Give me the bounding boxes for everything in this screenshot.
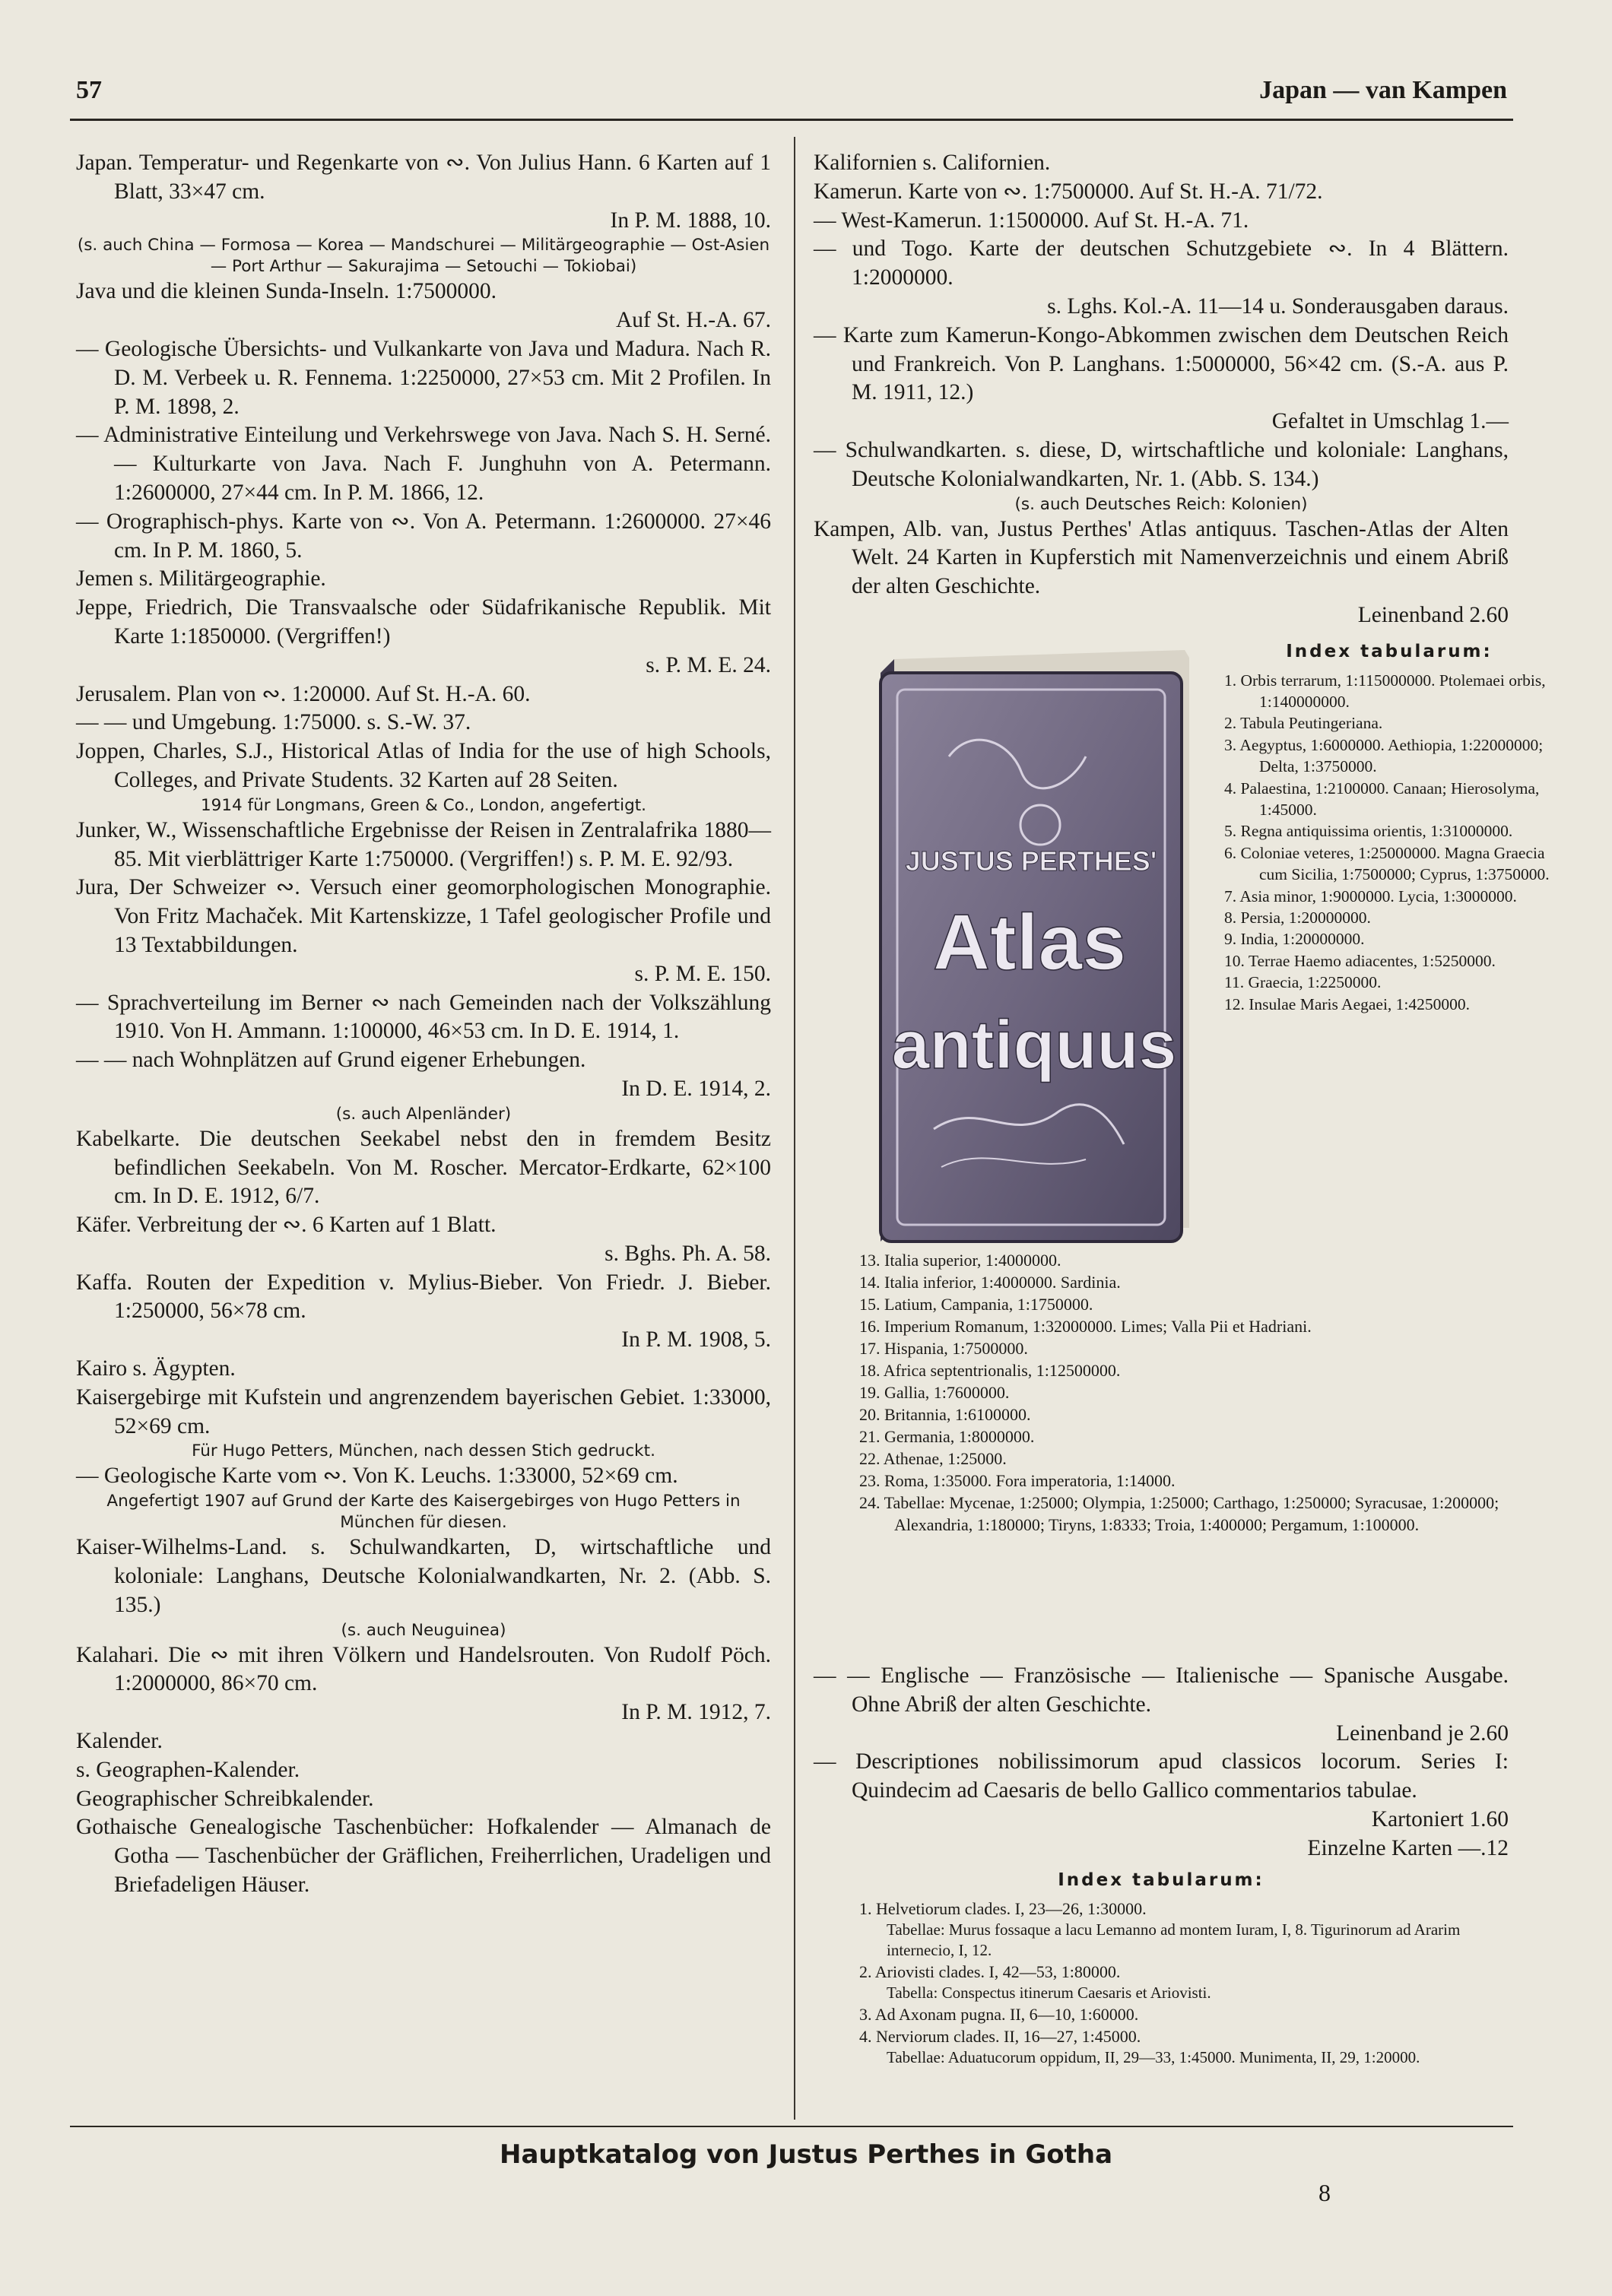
- cover-title-antiquus: antiquus: [891, 1007, 1177, 1083]
- catalog-entry: Joppen, Charles, S.J., Historical Atlas of India for the use of high Schools, Colleges, and Private Students. 32 Karten auf 28 Seiten.: [76, 739, 771, 792]
- catalog-entry: Kaisergebirge mit Kufstein und angrenzendem bayerischen Gebiet. 1:33000, 52×69 cm.: [76, 1384, 771, 1438]
- cross-reference-note: (s. auch China — Formosa — Korea — Mandschurei — Militärgeographie — Ost-Asien — Port Arthur — Sakurajima — Setouchi — Tokiobai): [77, 236, 770, 277]
- catalog-entry: Japan. Temperatur- und Regenkarte von ∾. Von Julius Hann. 6 Karten auf 1 Blatt, 33×47 cm.: [76, 151, 771, 204]
- atlas-figure: [814, 635, 1550, 1249]
- index2-subitem: Tabellae: Aduatucorum oppidum, II, 29—33, 1:45000. Munimenta, II, 29, 1:20000.: [887, 2048, 1420, 2067]
- index-item: 2. Tabula Peutingeriana.: [1224, 714, 1383, 733]
- index-item: 13. Italia superior, 1:4000000.: [859, 1250, 1061, 1270]
- index-item: 4. Palaestina, 1:2100000. Canaan; Hierosolyma, 1:45000.: [1224, 779, 1540, 819]
- catalog-entry: Kaffa. Routen der Expedition v. Mylius-Bieber. Von Friedr. J. Bieber. 1:250000, 56×78 cm.: [76, 1270, 771, 1324]
- source-reference: Auf St. H.-A. 67.: [615, 308, 771, 333]
- cross-reference-note: Für Hugo Petters, München, nach dessen Stich gedruckt.: [192, 1441, 655, 1461]
- index2-subitem: Tabellae: Murus fossaque a lacu Lemanno ad montem Iuram, I, 8. Tigurinorum ad Ararim internecio, I, 12.: [887, 1920, 1461, 1960]
- index-item: 21. Germania, 1:8000000.: [859, 1426, 1035, 1446]
- catalog-entry: Kampen, Alb. van, Justus Perthes' Atlas antiquus. Taschen-Atlas der Alten Welt. 24 Karten in Kupferstich mit Namenverzeichnis und einem Abriß der alten Geschichte.: [814, 516, 1509, 599]
- catalog-entry: — Schulwandkarten. s. diese, D, wirtschaftliche und koloniale: Langhans, Deutsche Kolonialwandkarten, Nr. 1. (Abb. S. 134.): [814, 437, 1509, 491]
- source-reference: Einzelne Karten —.12: [1307, 1835, 1509, 1860]
- catalog-entry: Jura, Der Schweizer ∾. Versuch einer geomorphologischen Monographie. Von Fritz Machaček. Mit Kartenskizze, 1 Tafel geologischer Profile und 13 Textabbildungen.: [76, 875, 771, 957]
- right-column-bottom: [814, 1662, 1509, 2068]
- cover-publisher-text: JUSTUS PERTHES': [905, 845, 1157, 877]
- index-item: 24. Tabellae: Mycenae, 1:25000; Olympia, 1:25000; Carthago, 1:250000; Syracusae, 1:200000; Alexandria, 1:180000; Tiryns, 1:8333; Troia, 1:400000; Pergamum, 1:100000.: [859, 1492, 1499, 1534]
- index-item: 5. Regna antiquissima orientis, 1:31000000.: [1224, 822, 1513, 841]
- source-reference: Leinenband je 2.60: [1336, 1720, 1509, 1746]
- catalog-entry: — — nach Wohnplätzen auf Grund eigener Erhebungen.: [76, 1048, 586, 1073]
- page-number: 57: [76, 76, 102, 104]
- catalog-entry: — Geologische Karte vom ∾. Von K. Leuchs. 1:33000, 52×69 cm.: [76, 1464, 678, 1489]
- catalog-entry: Käfer. Verbreitung der ∾. 6 Karten auf 1 Blatt.: [76, 1213, 497, 1238]
- index-item: 6. Coloniae veteres, 1:25000000. Magna Graecia cum Sicilia, 1:7500000; Cyprus, 1:3750000.: [1224, 843, 1550, 884]
- index-item: 3. Aegyptus, 1:6000000. Aethiopia, 1:22000000; Delta, 1:3750000.: [1224, 735, 1544, 776]
- catalog-entry: Kairo s. Ägypten.: [76, 1356, 236, 1381]
- cross-reference-note: (s. auch Deutsches Reich: Kolonien): [1014, 494, 1308, 514]
- catalog-footer: Hauptkatalog von Justus Perthes in Gotha: [499, 2139, 1113, 2170]
- index2-item: 1. Helvetiorum clades. I, 23—26, 1:30000.: [859, 1899, 1147, 1919]
- index-item: 11. Graecia, 1:2250000.: [1224, 973, 1382, 992]
- source-reference: s. Lghs. Kol.-A. 11—14 u. Sonderausgaben daraus.: [1047, 293, 1509, 319]
- cross-reference-note: (s. auch Neuguinea): [341, 1620, 506, 1640]
- index2-list: [814, 1898, 1509, 2068]
- index-item: 1. Orbis terrarum, 1:115000000. Ptolemaei orbis, 1:140000000.: [1224, 671, 1546, 711]
- catalog-entry: — West-Kamerun. 1:1500000. Auf St. H.-A. 71.: [814, 208, 1249, 233]
- index-item: 10. Terrae Haemo adiacentes, 1:5250000.: [1224, 951, 1496, 970]
- index-item: 7. Asia minor, 1:9000000. Lycia, 1:3000000.: [1224, 886, 1517, 905]
- source-reference: Kartoniert 1.60: [1371, 1806, 1509, 1831]
- index-item: 12. Insulae Maris Aegaei, 1:4250000.: [1224, 994, 1471, 1013]
- sheet-number: 8: [1318, 2179, 1331, 2206]
- catalog-entry: — Administrative Einteilung und Verkehrswege von Java. Nach S. H. Serné. — Kulturkarte von Java. Nach F. Junghuhn von A. Petermann. 1:2600000, 27×44 cm. In P. M. 1866, 12.: [76, 423, 771, 505]
- catalog-entry: Gothaische Genealogische Taschenbücher: Hofkalender — Almanach de Gotha — Taschenbücher der Gräflichen, Freiherrlichen, Uradeligen und Briefadeligen Häuser.: [76, 1815, 771, 1898]
- source-reference: In P. M. 1908, 5.: [621, 1327, 771, 1353]
- catalog-entry: Java und die kleinen Sunda-Inseln. 1:7500000.: [76, 279, 497, 304]
- catalog-entry: Geographischer Schreibkalender.: [76, 1786, 374, 1811]
- source-reference: In P. M. 1912, 7.: [621, 1700, 771, 1725]
- catalog-entry: Junker, W., Wissenschaftliche Ergebnisse der Reisen in Zentralafrika 1880—85. Mit vierblättriger Karte 1:750000. (Vergriffen!) s. P. M. E. 92/93.: [76, 817, 771, 871]
- source-reference: s. P. M. E. 24.: [646, 652, 771, 677]
- right-column-bottom-entries: [814, 1662, 1509, 1863]
- index-item: 16. Imperium Romanum, 1:32000000. Limes; Valla Pii et Hadriani.: [859, 1316, 1312, 1336]
- index-side: [1224, 635, 1554, 1015]
- catalog-entry: — — Englische — Französische — Italienische — Spanische Ausgabe. Ohne Abriß der alten Geschichte.: [814, 1663, 1509, 1717]
- index-item: 23. Roma, 1:35000. Fora imperatoria, 1:14000.: [859, 1470, 1176, 1490]
- catalog-entry: — Descriptiones nobilissimorum apud classicos locorum. Series I: Quindecim ad Caesaris de bello Gallico commentarios tabulae.: [814, 1749, 1509, 1803]
- cross-reference-note: 1914 für Longmans, Green & Co., London, angefertigt.: [200, 795, 646, 815]
- catalog-entry: — Karte zum Kamerun-Kongo-Abkommen zwischen dem Deutschen Reich und Frankreich. Von P. Langhans. 1:5000000, 56×42 cm. (S.-A. aus P. M. 1911, 12.): [814, 322, 1509, 405]
- atlas-cover-image: [858, 642, 1198, 1243]
- source-reference: s. P. M. E. 150.: [634, 961, 771, 986]
- index-item: 18. Africa septentrionalis, 1:12500000.: [859, 1360, 1121, 1380]
- right-column: [814, 149, 1550, 1536]
- right-column-entries: [814, 149, 1509, 630]
- index-item: 14. Italia inferior, 1:4000000. Sardinia.: [859, 1272, 1121, 1292]
- catalog-entry: — — und Umgebung. 1:75000. s. S.-W. 37.: [76, 710, 471, 735]
- catalog-entry: Kalifornien s. Californien.: [814, 151, 1051, 175]
- source-reference: In P. M. 1888, 10.: [610, 208, 771, 233]
- catalog-entry: Jemen s. Militärgeographie.: [76, 566, 326, 591]
- column-divider: [794, 137, 795, 2120]
- cross-reference-note: (s. auch Alpenländer): [335, 1104, 512, 1124]
- index-item: 19. Gallia, 1:7600000.: [859, 1382, 1010, 1402]
- catalog-entry: Kamerun. Karte von ∾. 1:7500000. Auf St. H.-A. 71/72.: [814, 179, 1323, 204]
- index-side-list: [1224, 670, 1554, 1016]
- catalog-entry: Jeppe, Friedrich, Die Transvaalsche oder Südafrikanische Republik. Mit Karte 1:1850000. (Vergriffen!): [76, 595, 771, 649]
- catalog-entry: Kalender.: [76, 1729, 163, 1754]
- index2-item: 4. Nerviorum clades. II, 16—27, 1:45000.: [859, 2027, 1141, 2047]
- index2-subitem: Tabella: Conspectus itinerum Caesaris et Ariovisti.: [887, 1984, 1211, 2003]
- catalog-entry: — Geologische Übersichts- und Vulkankarte von Java und Madura. Nach R. D. M. Verbeek u. R. Fennema. 1:2250000, 27×53 cm. Mit 2 Profilen. In P. M. 1898, 2.: [76, 336, 771, 419]
- index-item: 15. Latium, Campania, 1:1750000.: [859, 1294, 1093, 1314]
- index-item: 9. India, 1:20000000.: [1224, 930, 1365, 949]
- index2-item: 3. Ad Axonam pugna. II, 6—10, 1:60000.: [859, 2005, 1139, 2025]
- index-item: 8. Persia, 1:20000000.: [1224, 909, 1371, 928]
- catalog-entry: Jerusalem. Plan von ∾. 1:20000. Auf St. H.-A. 60.: [76, 681, 531, 706]
- source-reference: Leinenband 2.60: [1357, 602, 1509, 627]
- catalog-entry: s. Geographen-Kalender.: [76, 1757, 300, 1782]
- index-full-list: [859, 1249, 1509, 1536]
- left-column: [76, 149, 771, 1900]
- catalog-entry: Kaiser-Wilhelms-Land. s. Schulwandkarten, D, wirtschaftliche und koloniale: Langhans, Deutsche Kolonialwandkarten, Nr. 2. (Abb. S. 135.): [76, 1535, 771, 1617]
- source-reference: Gefaltet in Umschlag 1.—: [1271, 409, 1509, 434]
- index-title: Index tabularum:: [1286, 641, 1493, 661]
- index2-title: Index tabularum:: [1058, 1869, 1265, 1890]
- catalog-entry: — und Togo. Karte der deutschen Schutzgebiete ∾. In 4 Blättern. 1:2000000.: [814, 236, 1509, 290]
- cover-title-atlas: Atlas: [932, 898, 1127, 987]
- catalog-entry: — Sprachverteilung im Berner ∾ nach Gemeinden nach der Volkszählung 1910. Von H. Ammann. 1:100000, 46×53 cm. In D. E. 1914, 1.: [76, 990, 771, 1044]
- source-reference: s. Bghs. Ph. A. 58.: [604, 1241, 771, 1266]
- catalog-entry: Kabelkarte. Die deutschen Seekabel nebst den in fremdem Besitz befindlichen Seekabeln. Von M. Roscher. Mercator-Erdkarte, 62×100 cm. In D. E. 1912, 6/7.: [76, 1126, 771, 1209]
- running-title: Japan — van Kampen: [1259, 76, 1507, 104]
- index2-item: 2. Ariovisti clades. I, 42—53, 1:80000.: [859, 1962, 1121, 1982]
- catalog-entry: Kalahari. Die ∾ mit ihren Völkern und Handelsrouten. Von Rudolf Pöch. 1:2000000, 86×70 cm.: [76, 1642, 771, 1696]
- cross-reference-note: Angefertigt 1907 auf Grund der Karte des Kaisergebirges von Hugo Petters in München für diesen.: [106, 1492, 741, 1533]
- footer-rule: [70, 2126, 1513, 2127]
- index-item: 20. Britannia, 1:6100000.: [859, 1404, 1031, 1424]
- index-item: 22. Athenae, 1:25000.: [859, 1448, 1007, 1468]
- source-reference: In D. E. 1914, 2.: [621, 1076, 771, 1101]
- index-item: 17. Hispania, 1:7500000.: [859, 1338, 1028, 1358]
- catalog-entry: — Orographisch-phys. Karte von ∾. Von A. Petermann. 1:2600000. 27×46 cm. In P. M. 1860, 5.: [76, 509, 771, 563]
- header-rule: [70, 119, 1513, 121]
